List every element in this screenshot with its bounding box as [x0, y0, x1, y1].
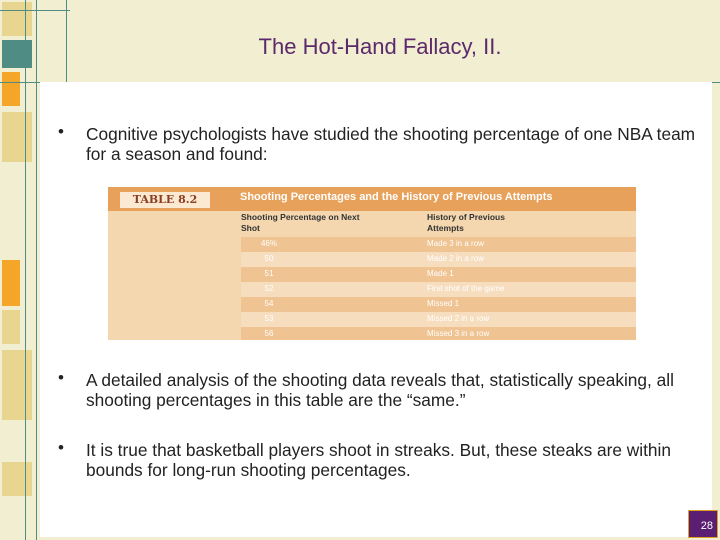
table-cell-history: Missed 3 in a row — [427, 329, 490, 338]
decor-square — [2, 310, 20, 344]
decor-square — [2, 112, 32, 162]
bullet-text: Cognitive psychologists have studied the shooting percentage of one NBA team for a season and found: — [86, 124, 696, 164]
column-header-history: History of Previous Attempts — [427, 212, 505, 233]
decor-square — [2, 260, 20, 306]
table-row — [241, 252, 636, 267]
table-cell-pct: 53 — [264, 314, 274, 323]
table-row — [241, 312, 636, 327]
table-row — [241, 297, 636, 312]
bullet-text: A detailed analysis of the shooting data reveals that, statistically speaking, all shooting percentages in this table are the “same.” — [86, 370, 674, 410]
table-row — [241, 267, 636, 282]
table-cell-history: Made 2 in a row — [427, 254, 484, 263]
bullet-marker: • — [58, 438, 64, 457]
table-cell-pct: 50 — [264, 254, 274, 263]
bullet-marker: • — [58, 122, 64, 141]
table-row — [241, 282, 636, 297]
decorative-strip — [0, 0, 40, 540]
decor-square — [2, 2, 32, 36]
table-cell-pct: 54 — [264, 299, 274, 308]
table-cell-history: Missed 2 in a row — [427, 314, 490, 323]
table-cell-history: Made 1 — [427, 269, 454, 278]
decor-line — [25, 0, 26, 540]
slide-title: The Hot-Hand Fallacy, II. — [258, 34, 502, 59]
decor-square — [2, 40, 32, 68]
table-cell-pct: 56 — [264, 329, 274, 338]
decor-line — [36, 0, 37, 540]
table-cell-history: Made 3 in a row — [427, 239, 484, 248]
title-bar — [40, 0, 720, 80]
decor-square — [2, 462, 32, 496]
decor-square — [2, 72, 20, 106]
bullet-text: It is true that basketball players shoot in streaks. But, these steaks are within bounds for long-run shooting percentages. — [86, 440, 671, 480]
table-cell-pct: 52 — [264, 284, 274, 293]
table-title: Shooting Percentages and the History of Previous Attempts — [240, 191, 553, 203]
decor-square — [2, 350, 32, 420]
column-header-pct: Shooting Percentage on Next Shot — [241, 212, 360, 233]
table-tag: TABLE 8.2 — [120, 192, 210, 208]
table-cell-history: First shot of the game — [427, 284, 505, 293]
page-number: 28 — [688, 510, 718, 538]
table-header-bar — [108, 187, 636, 211]
table-figure — [108, 187, 636, 340]
bullet-marker: • — [58, 368, 64, 387]
table-cell-pct: 46% — [260, 239, 277, 248]
table-cell-pct: 51 — [264, 269, 274, 278]
table-cell-history: Missed 1 — [427, 299, 460, 308]
table-row — [241, 237, 636, 252]
table-row — [241, 327, 636, 340]
